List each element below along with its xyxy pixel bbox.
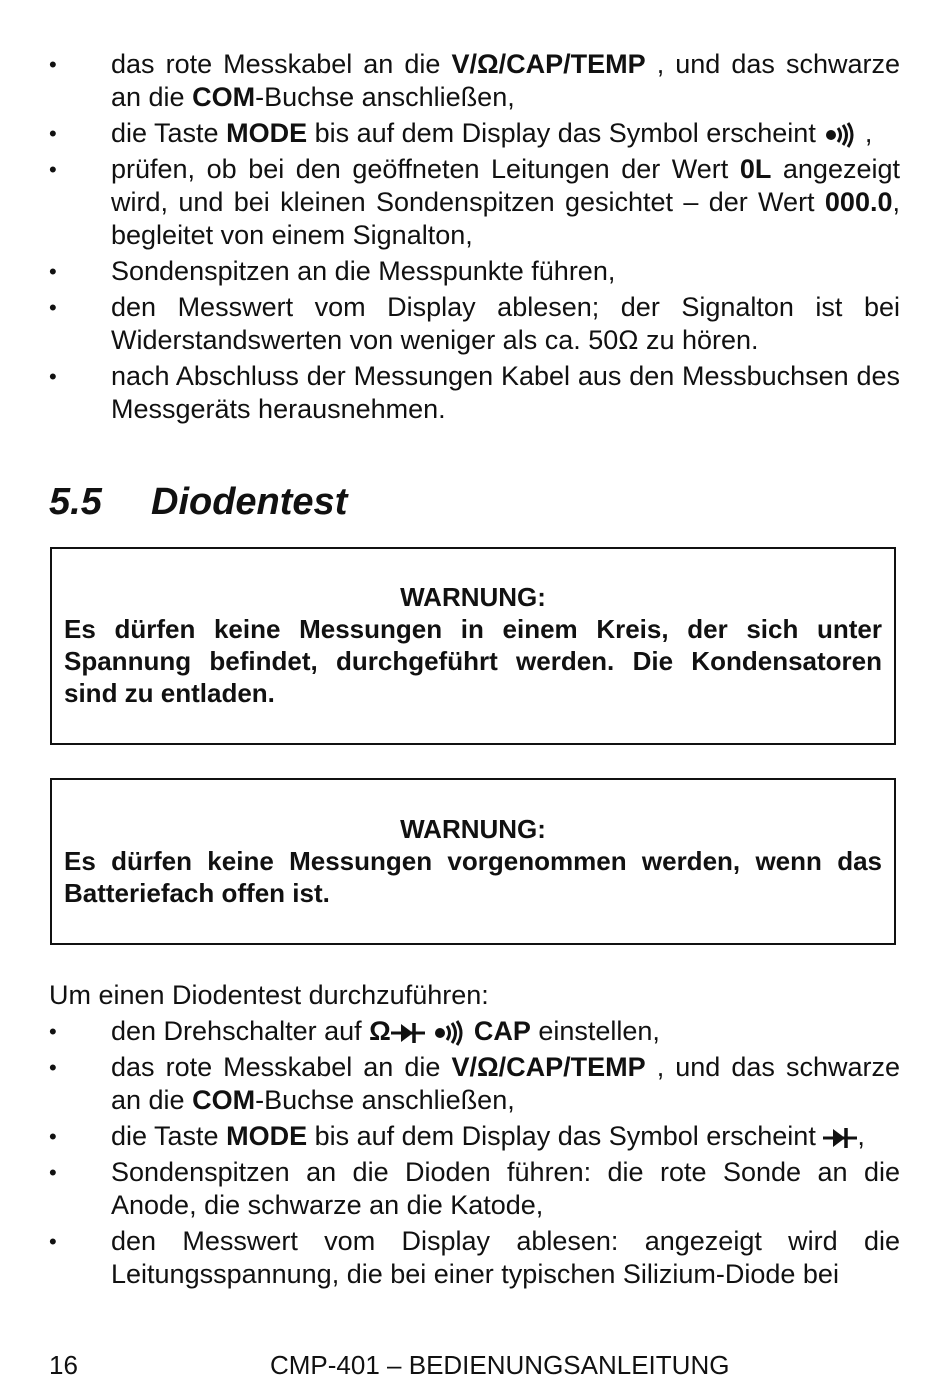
item-text: angezeigt wird, und bei kleinen Sondenspitzen gesichtet – der Wert: [111, 154, 900, 217]
bullet-marker: •: [49, 364, 57, 389]
item-text: den Drehschalter auf: [111, 1016, 370, 1046]
bullet-marker: •: [49, 157, 57, 182]
buzzer-icon: [432, 1020, 466, 1046]
list-item: [0, 153, 950, 252]
item-text: [425, 1016, 433, 1046]
bullet-marker: •: [49, 259, 57, 284]
section-title: Diodentest: [151, 481, 348, 523]
bullet-marker: •: [49, 1124, 57, 1149]
bold-term: Ω: [369, 1016, 391, 1046]
list-item: [0, 255, 950, 288]
bold-term: MODE: [226, 1121, 308, 1151]
item-text: die Taste: [111, 1121, 227, 1151]
item-text: ,: [857, 118, 873, 148]
item-text: bis auf dem Display das Symbol erscheint: [307, 1121, 824, 1151]
item-text: -Buchse anschließen,: [255, 1085, 515, 1115]
warning-box-2: [50, 778, 896, 945]
list-item: [0, 360, 950, 426]
diode-test-intro: Um einen Diodentest durchzuführen:: [49, 980, 489, 1010]
item-text: , und das schwarze an die: [111, 1052, 900, 1115]
list-item: [0, 1120, 950, 1153]
diode-icon: [823, 1125, 857, 1151]
diode-icon: [391, 1020, 425, 1046]
item-text: Sondenspitzen an die Dioden führen: die rote Sonde an die Anode, die schwarze an die Katode,: [111, 1157, 900, 1220]
list-item: [0, 1156, 950, 1222]
section-number: 5.5: [49, 481, 102, 523]
bullet-marker: •: [49, 1160, 57, 1185]
list-item: [0, 1225, 950, 1291]
item-text: die Taste: [111, 118, 227, 148]
list-item: [0, 291, 950, 357]
bullet-marker: •: [49, 1019, 57, 1044]
bullet-marker: •: [49, 1229, 57, 1254]
item-text: nach Abschluss der Messungen Kabel aus den Messbuchsen des Messgeräts herausnehmen.: [111, 361, 900, 424]
item-text: Sondenspitzen an die Messpunkte führen,: [111, 256, 616, 286]
item-text: den Messwert vom Display ablesen; der Signalton ist bei Widerstandswerten von weniger als ca. 50Ω zu hören.: [111, 292, 900, 355]
footer-title: CMP-401 – BEDIENUNGSANLEITUNG: [270, 1350, 730, 1380]
bold-term: MODE: [226, 118, 308, 148]
bold-term: COM: [192, 1085, 256, 1115]
item-text: ,: [857, 1121, 865, 1151]
continuity-steps-list: [0, 48, 950, 429]
bullet-marker: •: [49, 52, 57, 77]
list-item: [0, 1015, 950, 1048]
page-number: 16: [49, 1350, 78, 1380]
buzzer-icon: [823, 122, 857, 148]
list-item: [0, 117, 950, 150]
bold-term: COM: [192, 82, 256, 112]
warning-title: WARNUNG:: [400, 582, 546, 612]
list-item: [0, 1051, 950, 1117]
bold-term: 000.0: [824, 187, 893, 217]
item-text: , und das schwarze an die: [111, 49, 900, 112]
warning-box-1: [50, 547, 896, 745]
section-heading: [49, 478, 347, 526]
bullet-marker: •: [49, 121, 57, 146]
item-text: -Buchse anschließen,: [255, 82, 515, 112]
warning-text: Es dürfen keine Messungen in einem Kreis, der sich unter Spannung befindet, durchgeführt werden. Die Kondensatoren sind zu entladen.: [64, 614, 882, 708]
item-text: prüfen, ob bei den geöffneten Leitungen der Wert: [111, 154, 740, 184]
item-text: das rote Messkabel an die: [111, 49, 452, 79]
item-text: das rote Messkabel an die: [111, 1052, 452, 1082]
item-text: den Messwert vom Display ablesen: angezeigt wird die Leitungsspannung, die bei einer typischen Silizium-Diode bei: [111, 1226, 900, 1289]
item-text: , begleitet von einem Signalton,: [111, 187, 900, 250]
item-text: einstellen,: [530, 1016, 660, 1046]
item-text: bis auf dem Display das Symbol erscheint: [307, 118, 824, 148]
list-item: [0, 48, 950, 114]
diode-steps-list: [0, 1015, 950, 1294]
bullet-marker: •: [49, 295, 57, 320]
warning-title: WARNUNG:: [400, 814, 546, 844]
bold-term: V/Ω/CAP/TEMP: [451, 1052, 646, 1082]
bullet-marker: •: [49, 1055, 57, 1080]
bold-term: CAP: [466, 1016, 531, 1046]
warning-text: Es dürfen keine Messungen vorgenommen werden, wenn das Batteriefach offen ist.: [64, 846, 882, 908]
bold-term: V/Ω/CAP/TEMP: [451, 49, 646, 79]
bold-term: 0L: [739, 154, 772, 184]
